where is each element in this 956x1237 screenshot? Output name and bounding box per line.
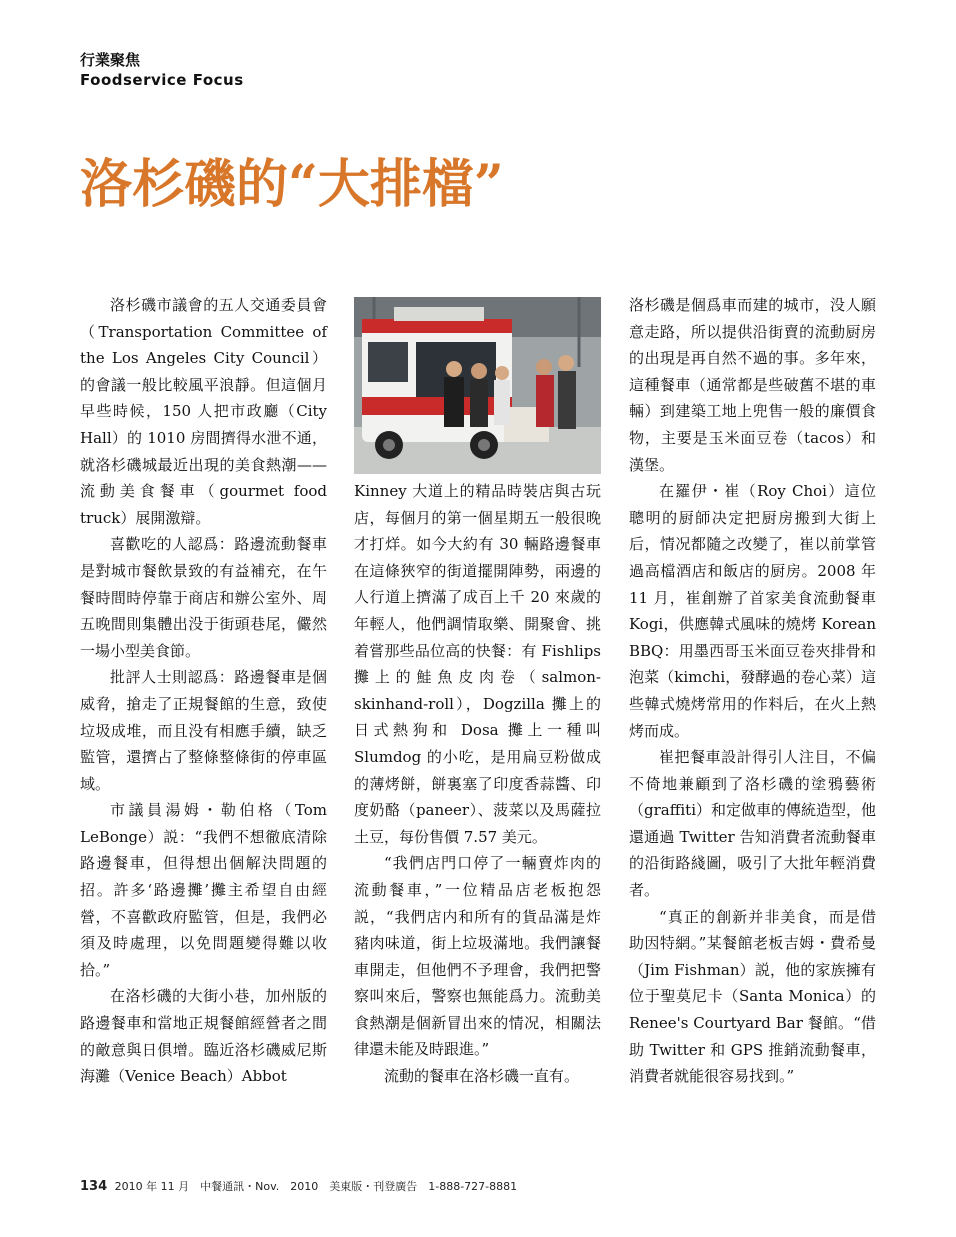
article-title: 洛杉磯的“大排檔” [80, 154, 504, 215]
paragraph: 洛杉磯市議會的五人交通委員會（Transportation Committee of the Los Angeles City Council）的會議一般比較風平浪靜。但這個月早些時候，150 人把市政廳（City Hall）的 1010 房間擠得水泄不通，就洛杉磯城最近出現的美食熱潮——流動美食餐車（gourmet food truck）展開激辯。 [80, 296, 327, 527]
paragraph: 洛杉磯是個爲車而建的城市，没人願意走路，所以提供沿街賣的流動厨房的出現是再自然不過的事。多年來，這種餐車（通常都是些破舊不堪的車輛）到建築工地上兜售一般的廉價食物，主要是玉米面豆卷（tacos）和漢堡。 [629, 296, 876, 474]
article-column-2 [354, 292, 601, 1090]
paragraph: 市議員湯姆・勒伯格（Tom LeBonge）説：“我們不想徹底清除路邊餐車，但得想出個解決問題的招。許多‘路邊攤’攤主希望自由經營，不喜歡政府監管，但是，我們必須及時處理，以免問題變得難以收拾。” [80, 801, 327, 979]
paragraph: 在洛杉磯的大街小巷，加州版的路邊餐車和當地正規餐館經營者之間的敵意與日俱增。臨近洛杉磯威尼斯海灘（Venice Beach）Abbot [80, 987, 327, 1086]
footer-publication-info: 2010 年 11 月 中餐通訊・Nov. 2010 美東版・刊登廣告 1-888-727-8881 [114, 1180, 518, 1193]
article-column-1 [80, 292, 327, 1090]
paragraph: 批評人士則認爲：路邊餐車是個威脅，搶走了正規餐館的生意，致使垃圾成堆，而且没有相應手續，缺乏監管，還擠占了整條整條街的停車區域。 [80, 668, 327, 793]
paragraph: 在羅伊・崔（Roy Choi）這位聰明的厨師决定把厨房搬到大街上后，情况都隨之改變了，崔以前掌管過高檔酒店和飯店的厨房。2008 年 11 月，崔創辦了首家美食流動餐車 Kogi，供應韓式風味的燒烤 Korean BBQ：用墨西哥玉米面豆卷夾排骨和泡菜（kimchi，發酵過的卷心菜）這些韓式燒烤常用的作料后，在火上熱烤而成。 [629, 482, 876, 740]
paragraph: “真正的創新并非美食，而是借助因特網。”某餐館老板吉姆・費希曼（Jim Fishman）説，他的家族擁有位于聖莫尼卡（Santa Monica）的 Renee's Courtyard Bar 餐館。“借助 Twitter 和 GPS 推銷流動餐車，消費者就能很容易找到。” [629, 907, 876, 1086]
section-header [80, 50, 244, 90]
paragraph: 崔把餐車設計得引人注目，不偏不倚地兼顧到了洛杉磯的塗鴉藝術（graffiti）和定做車的傳統造型，他還通過 Twitter 告知消費者流動餐車的沿街路綫圖，吸引了大批年輕消費者。 [629, 748, 876, 900]
paragraph: Kinney 大道上的精品時裝店與古玩店，每個月的第一個星期五一般很晚才打烊。如今大約有 30 輛路邊餐車在這條狹窄的街道擺開陣勢，兩邊的人行道上擠滿了成百上千 20 來歲的年輕人，他們調情取樂、開聚會、挑着嘗那些品位高的快餐：有 Fishlips 攤上的鮭魚皮肉卷（salmon-skinhand-roll），Dogzilla 攤上的日式熱狗和 Dosa 攤上一種叫 Slumdog 的小吃，是用扁豆粉做成的薄烤餅，餅裏塞了印度香蒜醬、印度奶酪（paneer）、菠菜以及馬薩拉土豆，每份售價 7.57 美元。 [354, 482, 601, 846]
section-title-chinese: 行業聚焦 [80, 51, 141, 69]
article-column-3 [629, 292, 876, 1090]
page-number: 134 [80, 1179, 108, 1194]
section-title-english: Foodservice Focus [80, 71, 244, 89]
paragraph: 喜歡吃的人認爲：路邊流動餐車是對城市餐飲景致的有益補充，在午餐時間時停靠于商店和辦公室外、周五晚間則集體出没于街頭巷尾，儼然一場小型美食節。 [80, 535, 327, 660]
paragraph: 流動的餐車在洛杉磯一直有。 [384, 1067, 580, 1086]
page-footer [80, 1178, 517, 1194]
paragraph: “我們店門口停了一輛賣炸肉的流動餐車，”一位精品店老板抱怨説，“我們店内和所有的貨品滿是炸豬肉味道，街上垃圾滿地。我們讓餐車開走，但他們不予理會，我們把警察叫來后，警察也無能爲力。流動美食熱潮是個新冒出來的情况，相關法律還未能及時跟進。” [354, 854, 601, 1059]
